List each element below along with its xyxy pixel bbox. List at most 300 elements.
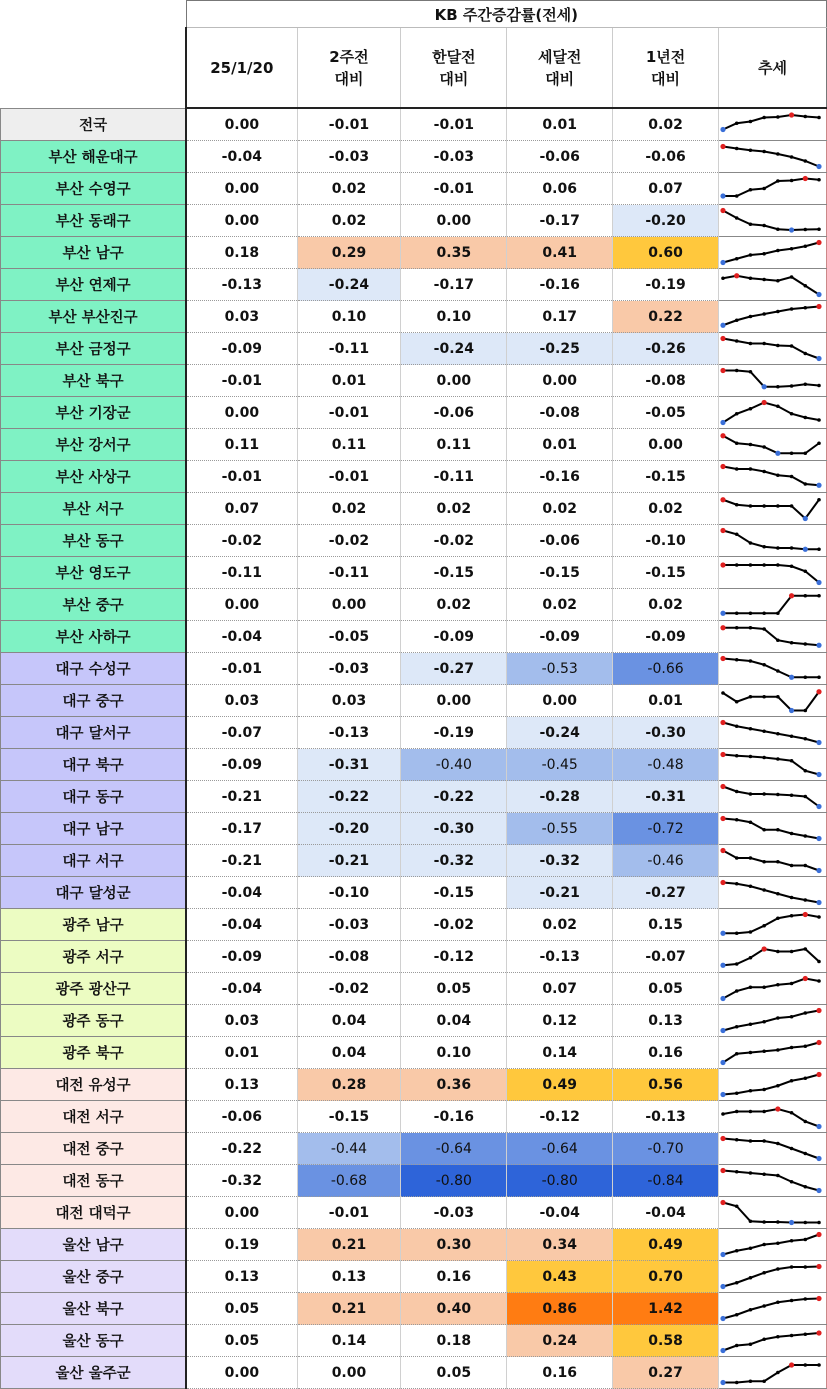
sparkline-point (776, 385, 780, 389)
region-name: 대구 동구 (1, 781, 187, 813)
sparkline-point (735, 1381, 739, 1385)
sparkline-point (721, 691, 725, 695)
value-cell: 0.36 (401, 1069, 507, 1101)
sparkline-point (803, 947, 807, 951)
trend-sparkline (719, 654, 823, 683)
sparkline-point (762, 729, 766, 733)
sparkline-high-point (720, 497, 725, 502)
table-row (1, 1293, 827, 1325)
trend-sparkline-cell (718, 365, 826, 397)
value-cell: -0.01 (401, 108, 507, 141)
value-cell: 0.05 (401, 1357, 507, 1389)
value-cell: 0.06 (507, 173, 613, 205)
sparkline-point (790, 384, 794, 388)
value-cell: 0.07 (613, 173, 719, 205)
value-cell: -0.04 (186, 909, 297, 941)
value-cell: 0.00 (613, 429, 719, 461)
value-cell: -0.21 (186, 845, 297, 877)
value-cell: 0.00 (186, 1357, 297, 1389)
trend-sparkline-cell (718, 877, 826, 909)
header-blank (1, 28, 187, 109)
sparkline-point (776, 473, 780, 477)
sparkline-point (790, 1334, 794, 1338)
trend-sparkline (719, 686, 823, 715)
trend-sparkline-cell (718, 141, 826, 173)
sparkline-low-point (816, 356, 821, 361)
table-row (1, 397, 827, 429)
sparkline-point (749, 443, 753, 447)
value-cell: -0.17 (186, 813, 297, 845)
value-cell: 0.17 (507, 301, 613, 333)
sparkline-high-point (762, 946, 767, 951)
value-cell: -0.27 (401, 653, 507, 685)
sparkline-point (776, 310, 780, 314)
sparkline-point (803, 834, 807, 838)
sparkline-point (735, 194, 739, 198)
value-cell: 0.43 (507, 1261, 613, 1293)
value-cell: -0.10 (297, 877, 401, 909)
region-name: 부산 서구 (1, 493, 187, 525)
value-cell: -0.05 (297, 621, 401, 653)
sparkline-point (749, 611, 753, 615)
sparkline-point (790, 504, 794, 508)
sparkline-point (762, 545, 766, 549)
region-name: 전국 (1, 108, 187, 141)
trend-sparkline (719, 174, 823, 203)
value-cell: 0.29 (297, 237, 401, 269)
sparkline-point (817, 960, 821, 964)
value-cell: -0.06 (613, 141, 719, 173)
value-cell: -0.19 (401, 717, 507, 749)
region-name: 광주 남구 (1, 909, 187, 941)
sparkline-point (790, 950, 794, 954)
trend-sparkline-cell (718, 108, 826, 141)
sparkline-point (735, 818, 739, 822)
sparkline-high-point (816, 689, 821, 694)
value-cell: -0.24 (401, 333, 507, 365)
trend-sparkline-cell (718, 1005, 826, 1037)
value-cell: -0.07 (613, 941, 719, 973)
value-cell: -0.04 (186, 621, 297, 653)
sparkline-low-point (720, 1252, 725, 1257)
sparkline-point (749, 342, 753, 346)
sparkline-point (735, 754, 739, 758)
sparkline-point (803, 159, 807, 163)
sparkline-point (721, 276, 725, 280)
sparkline-point (762, 470, 766, 474)
sparkline-low-point (789, 227, 794, 232)
table-row (1, 429, 827, 461)
sparkline-point (803, 115, 807, 119)
trend-sparkline-cell (718, 557, 826, 589)
trend-sparkline (719, 622, 823, 651)
sparkline-point (776, 1142, 780, 1146)
sparkline-point (817, 675, 821, 679)
value-cell: -0.15 (507, 557, 613, 589)
region-name: 광주 광산구 (1, 973, 187, 1005)
sparkline-point (790, 641, 794, 645)
sparkline-high-point (720, 433, 725, 438)
sparkline-high-point (720, 368, 725, 373)
trend-sparkline (719, 910, 823, 939)
region-name: 부산 해운대구 (1, 141, 187, 173)
trend-sparkline (719, 526, 823, 555)
sparkline-point (776, 279, 780, 283)
sparkline-point (776, 983, 780, 987)
value-cell: 0.16 (613, 1037, 719, 1069)
region-name: 부산 강서구 (1, 429, 187, 461)
sparkline-point (762, 888, 766, 892)
sparkline-point (776, 695, 780, 699)
value-cell: 0.15 (613, 909, 719, 941)
value-cell: 0.00 (186, 397, 297, 429)
sparkline-point (790, 344, 794, 348)
sparkline-point (817, 547, 821, 551)
value-cell: 0.03 (186, 685, 297, 717)
sparkline-point (749, 985, 753, 989)
region-name: 대구 달성군 (1, 877, 187, 909)
sparkline-point (790, 734, 794, 738)
value-cell: -0.30 (613, 717, 719, 749)
sparkline-point (776, 1174, 780, 1178)
sparkline-high-point (720, 1200, 725, 1205)
sparkline-point (776, 227, 780, 231)
value-cell: -0.64 (401, 1133, 507, 1165)
sparkline-point (749, 1342, 753, 1346)
trend-sparkline (719, 462, 823, 491)
trend-sparkline (719, 718, 823, 747)
sparkline-path (723, 1139, 819, 1159)
value-cell: -0.06 (401, 397, 507, 429)
trend-sparkline (719, 494, 823, 523)
sparkline-point (803, 306, 807, 310)
sparkline-point (776, 732, 780, 736)
table-row (1, 1357, 827, 1389)
sparkline-path (723, 596, 819, 614)
value-cell: 0.13 (186, 1261, 297, 1293)
table-title: KB 주간증감률(전세) (186, 1, 826, 28)
region-name: 부산 중구 (1, 589, 187, 621)
value-cell: 0.60 (613, 237, 719, 269)
value-cell: -0.01 (186, 365, 297, 397)
value-cell: -0.27 (613, 877, 719, 909)
trend-sparkline (719, 974, 823, 1003)
sparkline-point (735, 147, 739, 151)
sparkline-point (735, 216, 739, 220)
value-cell: -0.84 (613, 1165, 719, 1197)
trend-sparkline (719, 1006, 823, 1035)
sparkline-point (776, 611, 780, 615)
trend-sparkline (719, 206, 823, 235)
trend-sparkline-cell (718, 813, 826, 845)
value-cell: -0.26 (613, 333, 719, 365)
sparkline-point (735, 1344, 739, 1348)
sparkline-point (817, 441, 821, 445)
sparkline-high-point (803, 976, 808, 981)
value-cell: 0.03 (186, 301, 297, 333)
table-row (1, 108, 827, 141)
value-cell: -0.44 (297, 1133, 401, 1165)
trend-sparkline (719, 878, 823, 907)
trend-sparkline-cell (718, 429, 826, 461)
value-cell: 0.19 (186, 1229, 297, 1261)
table-row (1, 493, 827, 525)
value-cell: -0.55 (507, 813, 613, 845)
sparkline-point (817, 418, 821, 422)
trend-sparkline (719, 846, 823, 875)
sparkline-low-point (816, 643, 821, 648)
table-row (1, 653, 827, 685)
sparkline-point (762, 445, 766, 449)
value-cell: -0.20 (613, 205, 719, 237)
sparkline-point (749, 695, 753, 699)
value-cell: 0.00 (186, 173, 297, 205)
value-cell: 0.49 (507, 1069, 613, 1101)
sparkline-point (790, 155, 794, 159)
trend-sparkline (719, 814, 823, 843)
sparkline-point (776, 504, 780, 508)
sparkline-point (776, 1335, 780, 1339)
value-cell: -0.70 (613, 1133, 719, 1165)
sparkline-point (803, 642, 807, 646)
value-cell: -0.03 (297, 141, 401, 173)
value-cell: 0.05 (186, 1325, 297, 1357)
sparkline-point (762, 627, 766, 631)
sparkline-point (762, 1049, 766, 1053)
trend-sparkline (719, 1166, 823, 1195)
value-cell: -0.03 (297, 653, 401, 685)
table-row (1, 333, 827, 365)
value-cell: -0.22 (297, 781, 401, 813)
region-name: 부산 북구 (1, 365, 187, 397)
sparkline-low-point (803, 516, 808, 521)
trend-sparkline (719, 1102, 823, 1131)
value-cell: 0.11 (186, 429, 297, 461)
region-name: 광주 북구 (1, 1037, 187, 1069)
sparkline-low-point (816, 1156, 821, 1161)
sparkline-point (790, 914, 794, 918)
value-cell: -0.21 (297, 845, 401, 877)
value-cell: 0.86 (507, 1293, 613, 1325)
sparkline-point (803, 228, 807, 232)
sparkline-high-point (720, 720, 725, 725)
sparkline-point (803, 482, 807, 486)
sparkline-low-point (720, 931, 725, 936)
value-cell: -0.30 (401, 813, 507, 845)
value-cell: -0.28 (507, 781, 613, 813)
trend-sparkline (719, 430, 823, 459)
trend-sparkline-cell (718, 269, 826, 301)
sparkline-point (762, 611, 766, 615)
sparkline-point (803, 569, 807, 573)
sparkline-high-point (720, 784, 725, 789)
sparkline-point (790, 1147, 794, 1151)
value-cell: 0.28 (297, 1069, 401, 1101)
table-row (1, 845, 827, 877)
value-cell: 0.05 (186, 1293, 297, 1325)
sparkline-point (735, 1025, 739, 1029)
value-cell: -0.72 (613, 813, 719, 845)
sparkline-point (803, 1152, 807, 1156)
table-row (1, 205, 827, 237)
region-name: 울산 울주군 (1, 1357, 187, 1389)
sparkline-point (762, 252, 766, 256)
value-cell: 0.00 (186, 205, 297, 237)
value-cell: -0.01 (401, 173, 507, 205)
sparkline-point (776, 916, 780, 920)
trend-sparkline (719, 1230, 823, 1259)
value-cell: 0.00 (401, 365, 507, 397)
sparkline-low-point (720, 323, 725, 328)
sparkline-point (735, 1249, 739, 1253)
sparkline-point (749, 1276, 753, 1280)
sparkline-point (790, 275, 794, 279)
value-cell: -0.40 (401, 749, 507, 781)
value-cell: -0.03 (297, 909, 401, 941)
trend-sparkline (719, 1070, 823, 1099)
sparkline-point (749, 956, 753, 960)
value-cell: -0.17 (507, 205, 613, 237)
sparkline-point (749, 727, 753, 731)
value-cell: -0.02 (401, 525, 507, 557)
table-row (1, 813, 827, 845)
value-cell: 0.14 (297, 1325, 401, 1357)
sparkline-point (762, 116, 766, 120)
sparkline-point (735, 989, 739, 993)
value-cell: -0.09 (186, 333, 297, 365)
sparkline-low-point (720, 1284, 725, 1289)
sparkline-low-point (803, 547, 808, 552)
value-cell: 0.02 (507, 589, 613, 621)
sparkline-low-point (789, 675, 794, 680)
trend-sparkline-cell (718, 589, 826, 621)
table-row (1, 717, 827, 749)
sparkline-point (762, 1271, 766, 1275)
value-cell: -0.04 (186, 973, 297, 1005)
sparkline-low-point (720, 1316, 725, 1321)
sparkline-point (790, 1015, 794, 1019)
value-cell: -0.09 (507, 621, 613, 653)
sparkline-point (749, 188, 753, 192)
value-cell: -0.02 (401, 909, 507, 941)
sparkline-point (749, 222, 753, 226)
trend-sparkline-cell (718, 653, 826, 685)
trend-sparkline-cell (718, 717, 826, 749)
sparkline-point (749, 820, 753, 824)
table-row (1, 557, 827, 589)
table-row (1, 1229, 827, 1261)
column-header (613, 28, 719, 109)
region-name: 광주 동구 (1, 1005, 187, 1037)
sparkline-point (776, 1220, 780, 1224)
trend-sparkline-cell (718, 1293, 826, 1325)
sparkline-point (749, 1051, 753, 1055)
trend-sparkline-cell (718, 461, 826, 493)
column-header (401, 28, 507, 109)
value-cell: 0.04 (401, 1005, 507, 1037)
sparkline-point (735, 1170, 739, 1174)
region-name: 부산 영도구 (1, 557, 187, 589)
sparkline-high-point (816, 1330, 821, 1335)
value-cell: -0.24 (507, 717, 613, 749)
sparkline-point (790, 1180, 794, 1184)
trend-sparkline-cell (718, 1165, 826, 1197)
value-cell: 0.56 (613, 1069, 719, 1101)
sparkline-low-point (775, 451, 780, 456)
table-row (1, 1261, 827, 1293)
sparkline-low-point (720, 1380, 725, 1385)
sparkline-point (776, 546, 780, 550)
value-cell: 0.35 (401, 237, 507, 269)
sparkline-point (735, 1110, 739, 1114)
sparkline-point (817, 1221, 821, 1225)
sparkline-point (776, 860, 780, 864)
sparkline-point (749, 1139, 753, 1143)
sparkline-high-point (816, 240, 821, 245)
trend-sparkline (719, 302, 823, 331)
value-cell: 0.02 (613, 589, 719, 621)
value-cell: 0.00 (401, 685, 507, 717)
sparkline-low-point (816, 868, 821, 873)
sparkline-point (749, 467, 753, 471)
trend-sparkline (719, 238, 823, 267)
trend-sparkline-cell (718, 621, 826, 653)
value-cell: 0.02 (507, 909, 613, 941)
sparkline-point (735, 412, 739, 416)
sparkline-point (762, 187, 766, 191)
value-cell: -0.10 (613, 525, 719, 557)
value-cell: -0.68 (297, 1165, 401, 1197)
value-cell: 0.04 (297, 1037, 401, 1069)
sparkline-point (735, 1091, 739, 1095)
sparkline-high-point (720, 562, 725, 567)
value-cell: -0.02 (297, 525, 401, 557)
sparkline-point (803, 795, 807, 799)
sparkline-point (749, 856, 753, 860)
value-cell: 1.42 (613, 1293, 719, 1325)
value-cell: -0.06 (186, 1101, 297, 1133)
sparkline-point (762, 1304, 766, 1308)
value-cell: -0.13 (507, 941, 613, 973)
sparkline-point (762, 312, 766, 316)
value-cell: -0.11 (401, 461, 507, 493)
sparkline-point (735, 1204, 739, 1208)
value-cell: -0.01 (297, 108, 401, 141)
value-cell: 0.13 (613, 1005, 719, 1037)
trend-sparkline (719, 750, 823, 779)
sparkline-point (790, 179, 794, 183)
sparkline-point (803, 244, 807, 248)
sparkline-point (749, 1246, 753, 1250)
sparkline-high-point (720, 625, 725, 630)
region-name: 대구 남구 (1, 813, 187, 845)
value-cell: 0.21 (297, 1229, 401, 1261)
region-name: 광주 서구 (1, 941, 187, 973)
sparkline-point (790, 1299, 794, 1303)
sparkline-point (735, 563, 739, 567)
region-name: 부산 부산진구 (1, 301, 187, 333)
sparkline-point (749, 407, 753, 411)
sparkline-high-point (816, 1040, 821, 1045)
sparkline-point (762, 792, 766, 796)
sparkline-high-point (789, 1362, 794, 1367)
region-name: 대전 대덕구 (1, 1197, 187, 1229)
trend-sparkline-cell (718, 909, 826, 941)
value-cell: -0.15 (613, 557, 719, 589)
trend-sparkline-cell (718, 173, 826, 205)
sparkline-high-point (789, 593, 794, 598)
region-name: 부산 수영구 (1, 173, 187, 205)
